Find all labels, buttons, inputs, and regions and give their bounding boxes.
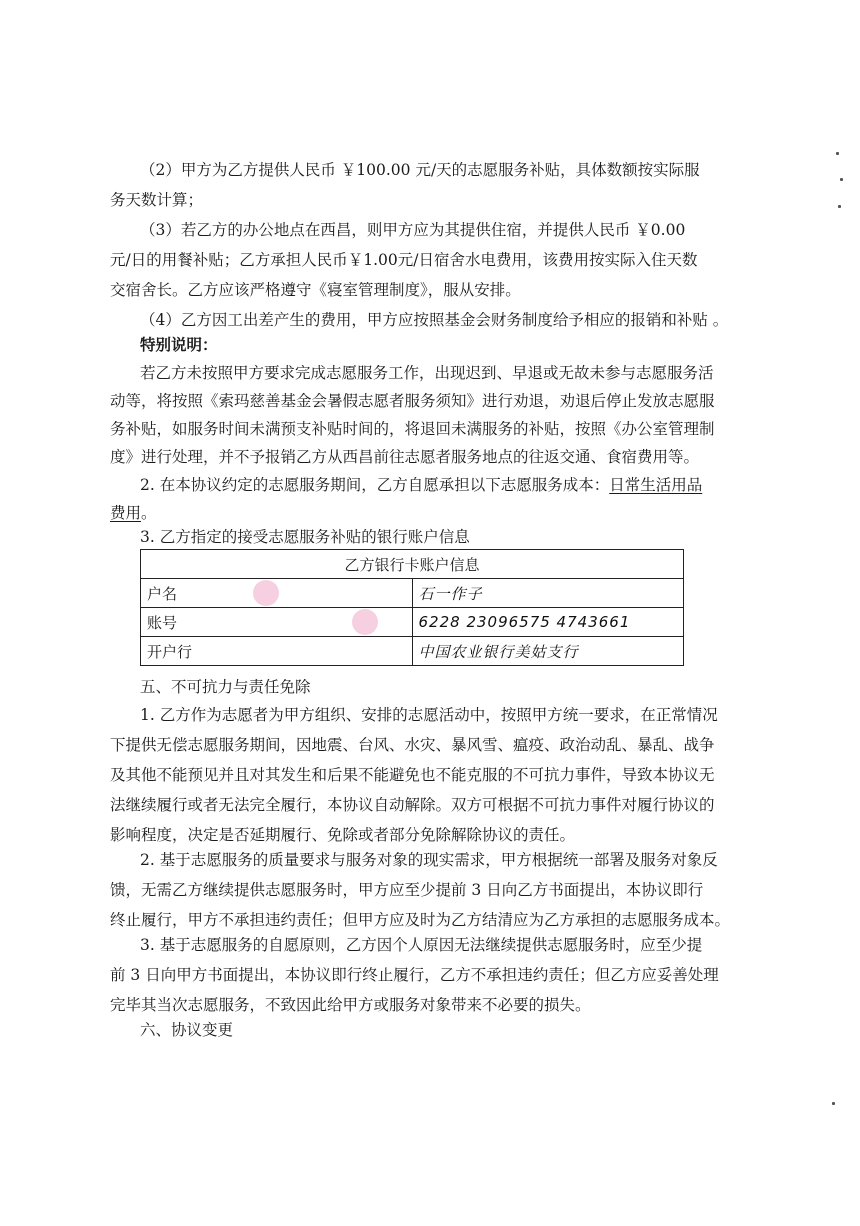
ink-smudge (352, 609, 378, 635)
scan-speck (832, 1102, 835, 1105)
section-5-heading: 五、不可抗力与责任免除 (140, 678, 311, 696)
section-5-p1-line-2: 下提供无偿志愿服务期间，因地震、台风、水灾、暴风雪、瘟疫、政治动乱、暴乱、战争 (110, 736, 715, 754)
section-5-p3-line-3: 完毕其当次志愿服务，不致因此给甲方或服务对象带来不必要的损失。 (110, 996, 591, 1014)
item-3-line: 3. 乙方指定的接受志愿服务补贴的银行账户信息 (140, 528, 470, 546)
clause-4-line-1: （4）乙方因工出差产生的费用，甲方应按照基金会财务制度给予相应的报销和补贴 。 (140, 311, 729, 329)
bank-row-name (141, 579, 684, 608)
account-number-handwritten: 6228 23096575 4743661 (412, 608, 684, 637)
section-6-heading: 六、协议变更 (140, 1021, 234, 1039)
special-note-line-4: 度》进行处理，并不予报销乙方从西昌前往志愿者服务地点的往返交通、食宿费用等。 (110, 448, 700, 466)
section-5-p1-line-1: 1. 乙方作为志愿者为甲方组织、安排的志愿活动中，按照甲方统一要求，在正常情况 (140, 706, 718, 724)
item-2-line-1 (140, 470, 770, 500)
special-note-heading: 特别说明： (140, 335, 218, 354)
bank-row-label: 账号 (141, 608, 413, 637)
item-2-filled-text: 日常生活用品 (609, 476, 703, 494)
special-note-line-2: 动等，将按照《索玛慈善基金会暑假志愿者服务须知》进行劝退，劝退后停止发放志愿服 (110, 392, 715, 410)
bank-row-label: 户名 (141, 579, 413, 608)
item-2-period: 。 (141, 504, 157, 522)
account-holder-handwritten: 石一作子 (412, 579, 684, 608)
bank-table-title: 乙方银行卡账户信息 (141, 550, 684, 579)
bank-row-account (141, 608, 684, 637)
section-5-p2-line-1: 2. 基于志愿服务的质量要求与服务对象的现实需求，甲方根据统一部署及服务对象反 (140, 851, 718, 869)
scan-speck (836, 152, 839, 155)
section-5-p3-line-2: 前 3 日向甲方书面提出，本协议即行终止履行，乙方不承担违约责任；但乙方应妥善处理 (110, 966, 719, 984)
section-5-p2-line-2: 馈，无需乙方继续提供志愿服务时，甲方应至少提前 3 日向乙方书面提出，本协议即行 (110, 881, 704, 899)
bank-branch-handwritten: 中国农业银行美姑支行 (412, 637, 684, 666)
clause-2-line-2: 务天数计算； (110, 191, 204, 209)
ink-smudge (253, 580, 279, 606)
scan-speck (838, 205, 841, 208)
section-5-p1-line-3: 及其他不能预见并且对其发生和后果不能避免也不能克服的不可抗力事件，导致本协议无 (110, 766, 715, 784)
scan-speck (840, 178, 843, 181)
bank-account-table (140, 549, 684, 666)
item-2-filled-end: 费用 (110, 504, 142, 522)
clause-3-line-3: 交宿舍长。乙方应该严格遵守《寝室管理制度》，服从安排。 (110, 281, 521, 299)
bank-table-header-row (141, 550, 684, 579)
bank-row-bank (141, 637, 684, 666)
special-note-line-3: 务补贴，如服务时间未满预支补贴时间的，将退回未满服务的补贴，按照《办公室管理制 (110, 420, 715, 438)
item-2-text: 2. 在本协议约定的志愿服务期间，乙方自愿承担以下志愿服务成本： (140, 476, 610, 494)
section-5-p3-line-1: 3. 基于志愿服务的自愿原则，乙方因个人原因无法继续提供志愿服务时，应至少提 (140, 936, 703, 954)
bank-row-label: 开户行 (141, 637, 413, 666)
clause-3-line-2: 元/日的用餐补贴；乙方承担人民币￥1.00元/日宿舍水电费用，该费用按实际入住天数 (110, 251, 698, 269)
section-5-p1-line-4: 法继续履行或者无法完全履行，本协议自动解除。双方可根据不可抗力事件对履行协议的 (110, 796, 715, 814)
clause-2-line-1: （2）甲方为乙方提供人民币 ￥100.00 元/天的志愿服务补贴，具体数额按实际服 (140, 161, 700, 179)
section-5-p1-line-5: 影响程度，决定是否延期履行、免除或者部分免除解除协议的责任。 (110, 826, 576, 844)
clause-3-line-1: （3）若乙方的办公地点在西昌，则甲方应为其提供住宿，并提供人民币 ￥0.00 (140, 221, 686, 239)
section-5-p2-line-3: 终止履行，甲方不承担违约责任；但甲方应及时为乙方结清应为乙方承担的志愿服务成本。 (110, 911, 731, 929)
special-note-line-1: 若乙方未按照甲方要求完成志愿服务工作，出现迟到、早退或无故未参与志愿服务活 (140, 364, 714, 382)
